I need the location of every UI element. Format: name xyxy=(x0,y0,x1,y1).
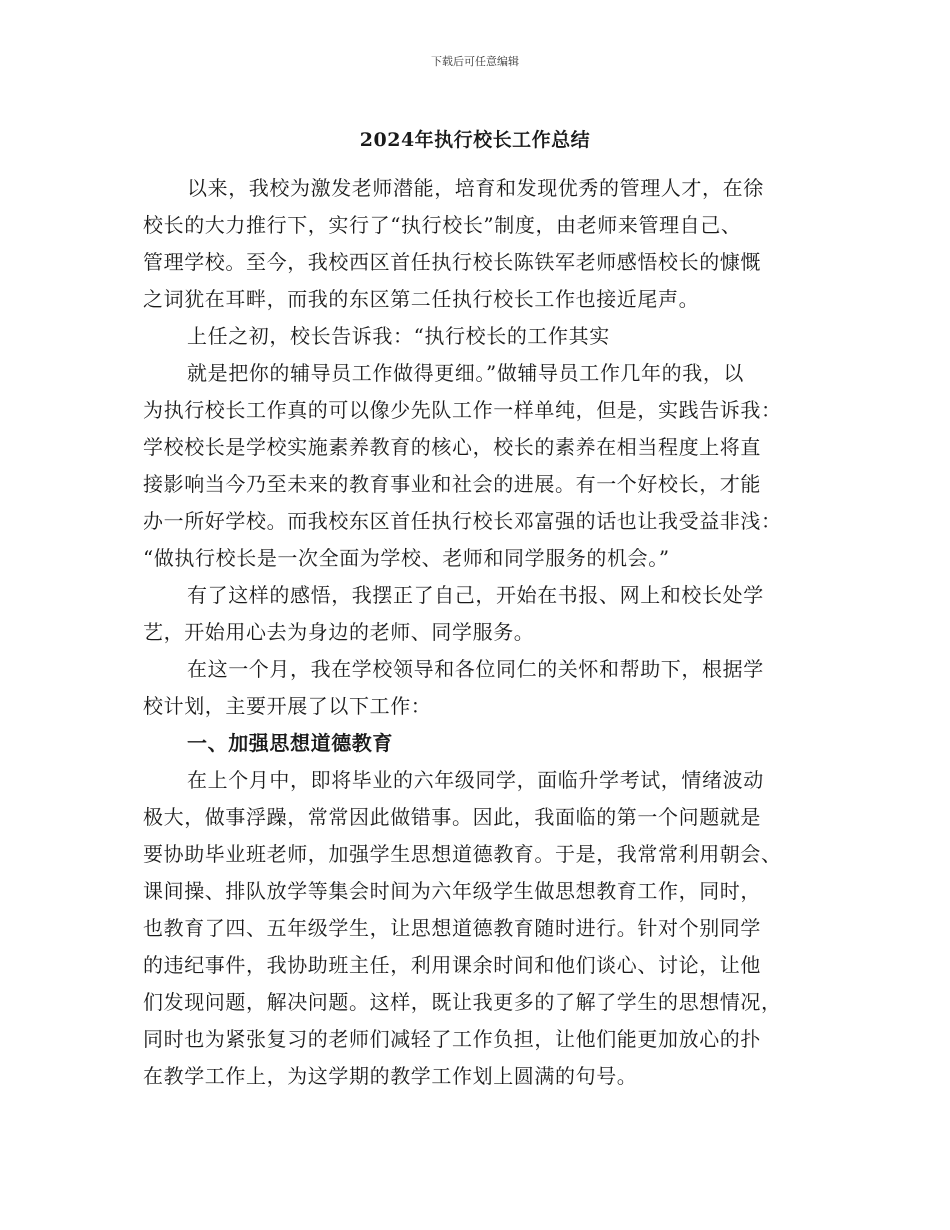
text-line: 就是把你的辅导员工作做得更细。”做辅导员工作几年的我，以 xyxy=(187,361,745,385)
text-line: 以来，我校为激发老师潜能，培育和发现优秀的管理人才，在徐 xyxy=(187,176,764,200)
text-line: 要协助毕业班老师，加强学生思想道德教育。于是，我常常利用朝会、 xyxy=(143,842,782,866)
text-line: 办一所好学校。而我校东区首任执行校长邓富强的话也让我受益非浅： xyxy=(143,509,782,533)
text-line: 之词犹在耳畔，而我的东区第二任执行校长工作也接近尾声。 xyxy=(143,287,700,311)
text-line: 校长的大力推行下，实行了“执行校长”制度，由老师来管理自己、 xyxy=(143,213,742,237)
text-line: 在上个月中，即将毕业的六年级同学，面临升学考试，情绪波动 xyxy=(187,768,764,792)
text-line: 也教育了四、五年级学生，让思想道德教育随时进行。针对个别同学 xyxy=(143,916,761,940)
text-line: 艺，开始用心去为身边的老师、同学服务。 xyxy=(143,620,535,644)
text-line: “做执行校长是一次全面为学校、老师和同学服务的机会。” xyxy=(143,546,670,570)
text-line: 在教学工作上，为这学期的教学工作划上圆满的句号。 xyxy=(143,1064,638,1088)
text-line: 接影响当今乃至未来的教育事业和社会的进展。有一个好校长，才能 xyxy=(143,472,761,496)
text-line: 校计划，主要开展了以下工作： xyxy=(143,694,432,718)
text-line: 有了这样的感悟，我摆正了自己，开始在书报、网上和校长处学 xyxy=(187,583,764,607)
text-line: 的违纪事件，我协助班主任，利用课余时间和他们谈心、讨论，让他 xyxy=(143,953,761,977)
document-body xyxy=(143,170,823,1095)
text-line: 为执行校长工作真的可以像少先队工作一样单纯，但是，实践告诉我： xyxy=(143,398,782,422)
text-line: 极大，做事浮躁，常常因此做错事。因此，我面临的第一个问题就是 xyxy=(143,805,761,829)
text-line: 管理学校。至今，我校西区首任执行校长陈铁军老师感悟校长的慷慨 xyxy=(143,250,761,274)
text-line: 同时也为紧张复习的老师们减轻了工作负担，让他们能更加放心的扑 xyxy=(143,1027,761,1051)
text-line: 上任之初，校长告诉我：“执行校长的工作其实 xyxy=(187,324,610,348)
text-line: 在这一个月，我在学校领导和各位同仁的关怀和帮助下，根据学 xyxy=(187,657,764,681)
text-line: 学校校长是学校实施素养教育的核心，校长的素养在相当程度上将直 xyxy=(143,435,761,459)
text-line: 们发现问题，解决问题。这样，既让我更多的了解了学生的思想情况， xyxy=(143,990,782,1014)
header-note: 下载后可任意编辑 xyxy=(431,55,519,68)
document-title: 2024年执行校长工作总结 xyxy=(359,129,591,151)
text-line: 课间操、排队放学等集会时间为六年级学生做思想教育工作，同时， xyxy=(143,879,761,903)
section-heading: 一、加强思想道德教育 xyxy=(187,731,393,755)
